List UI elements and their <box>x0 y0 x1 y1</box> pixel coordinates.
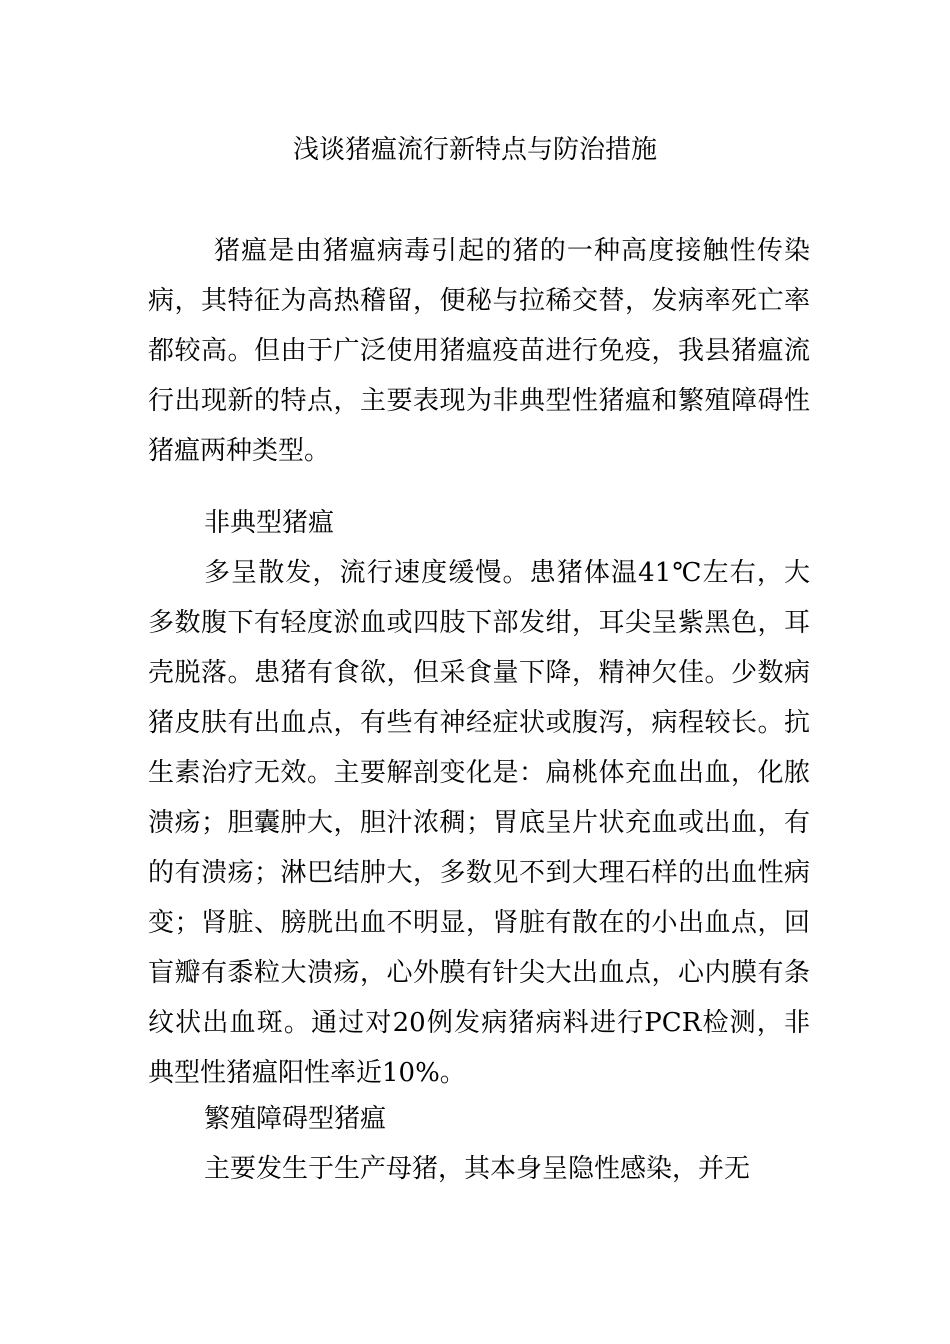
section-body-reproductive: 主要发生于生产母猪，其本身呈隐性感染，并无 <box>204 1154 751 1184</box>
page-title: 浅谈猪瘟流行新特点与防治措施 <box>292 135 657 165</box>
intro-paragraph: 猪瘟是由猪瘟病毒引起的猪的一种高度接触性传染病，其特征为高热稽留，便秘与拉稀交替，发病率死亡率都较高。但由于广泛使用猪瘟疫苗进行免疫，我县猪瘟流行出现新的特点，主要表现为非典型性猪瘟和繁殖障碍性猪瘟两种类型。 <box>148 236 810 466</box>
section-heading-atypical: 非典型猪瘟 <box>204 508 335 538</box>
section-heading-reproductive: 繁殖障碍型猪瘟 <box>204 1104 387 1134</box>
section-body-atypical: 多呈散发，流行速度缓慢。患猪体温41℃左右，大多数腹下有轻度淤血或四肢下部发绀，耳尖呈紫黑色，耳壳脱落。患猪有食欲，但采食量下降，精神欠佳。少数病猪皮肤有出血点，有些有神经症状或腹泻，病程较长。抗生素治疗无效。主要解剖变化是：扁桃体充血出血，化脓溃疡；胆囊肿大，胆汁浓稠；胃底呈片状充血或出血，有的有溃疡；淋巴结肿大，多数见不到大理石样的出血性病变；肾脏、膀胱出血不明显，肾脏有散在的小出血点，回盲瓣有黍粒大溃疡，心外膜有针尖大出血点，心内膜有条纹状出血斑。通过对20例发病猪病料进行PCR检测，非典型性猪瘟阳性率近10%。 <box>148 558 810 1088</box>
